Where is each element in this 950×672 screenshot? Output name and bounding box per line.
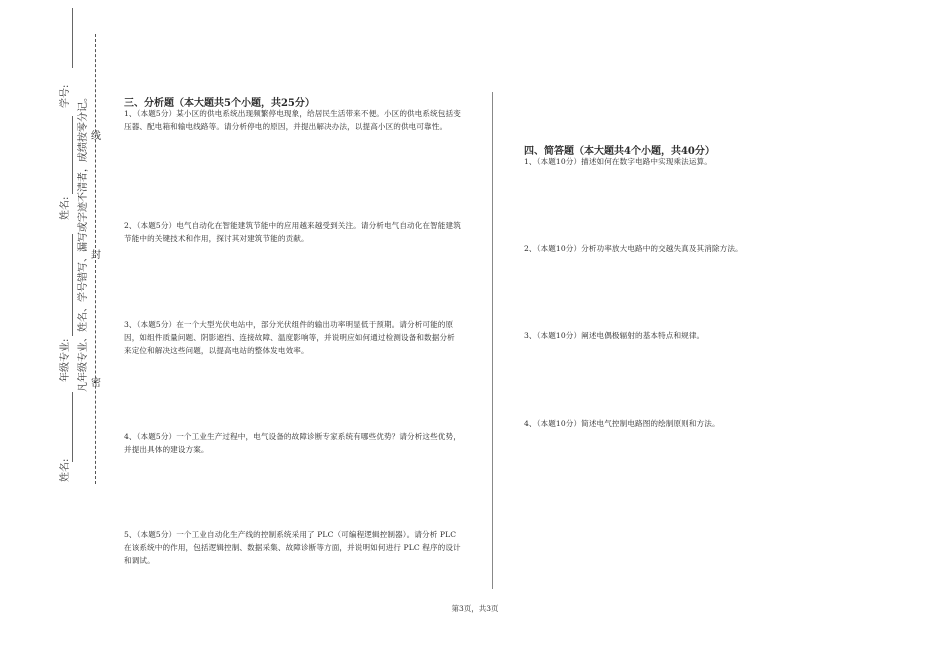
short-answer-question-2: 2、（本题10分）分析功率放大电路中的交越失真及其消除方法。 xyxy=(524,244,743,253)
short-answer-question-4: 4、（本题10分）简述电气控制电路图的绘制原则和方法。 xyxy=(524,419,720,428)
school-name-label: 姓名: xyxy=(60,458,71,482)
binding-notice: 凡年级专业、姓名、学号错写、漏写或字迹不清者，成绩按零分记。 xyxy=(78,92,89,392)
short-answer-question-3: 3、（本题10分）阐述电偶极辐射的基本特点和规律。 xyxy=(524,331,705,340)
student-id-line xyxy=(72,8,73,68)
name-line xyxy=(72,116,73,194)
column-divider xyxy=(492,92,493,589)
grade-major-line xyxy=(72,234,73,336)
grade-major-label: 年级专业: xyxy=(60,338,71,382)
page-number: 第3页，共3页 xyxy=(451,604,499,613)
seal-char-mi: 密 xyxy=(91,378,101,389)
short-answer-section-title: 四、简答题（本大题共4个小题，共40分） xyxy=(524,146,715,157)
school-name-line xyxy=(72,392,73,462)
analysis-question-1: 1、（本题5分）某小区的供电系统出现频繁停电现象，给居民生活带来不便。小区的供电系统包括变压器、配电箱和输电线路等。请分析停电的原因，并提出解决办法，以提高小区的供电可靠性。 xyxy=(124,109,461,131)
short-answer-question-1: 1、（本题10分）描述如何在数字电路中实现乘法运算。 xyxy=(524,157,712,166)
analysis-question-5: 5、（本题5分）一个工业自动化生产线的控制系统采用了 PLC（可编程逻辑控制器）。请分析 PLC 在该系统中的作用，包括逻辑控制、数据采集、故障诊断等方面，并说明如何进行 PLC 程序的设计和调试。 xyxy=(124,530,461,565)
analysis-question-2: 2、（本题5分）电气自动化在智能建筑节能中的应用越来越受到关注。请分析电气自动化在智能建筑节能中的关键技术和作用，探讨其对建筑节能的贡献。 xyxy=(124,221,461,243)
name-label: 姓名: xyxy=(60,196,71,220)
analysis-question-4: 4、（本题5分）一个工业生产过程中，电气设备的故障诊断专家系统有哪些优势？请分析这些优势，并提出具体的建设方案。 xyxy=(124,432,461,454)
student-id-label: 学号: xyxy=(60,84,71,108)
analysis-section-title: 三、分析题（本大题共5个小题，共25分） xyxy=(124,98,315,109)
seal-char-xian: 线 xyxy=(91,131,101,142)
analysis-question-3: 3、（本题5分）在一个大型光伏电站中，部分光伏组件的输出功率明显低于预期。请分析可能的原因，如组件质量问题、阴影遮挡、连接故障、温度影响等，并说明应如何通过检测设备和数据分析来定位和解决这些问题，以提高电站的整体发电效率。 xyxy=(124,320,455,355)
seal-char-feng: 封 xyxy=(91,250,101,261)
